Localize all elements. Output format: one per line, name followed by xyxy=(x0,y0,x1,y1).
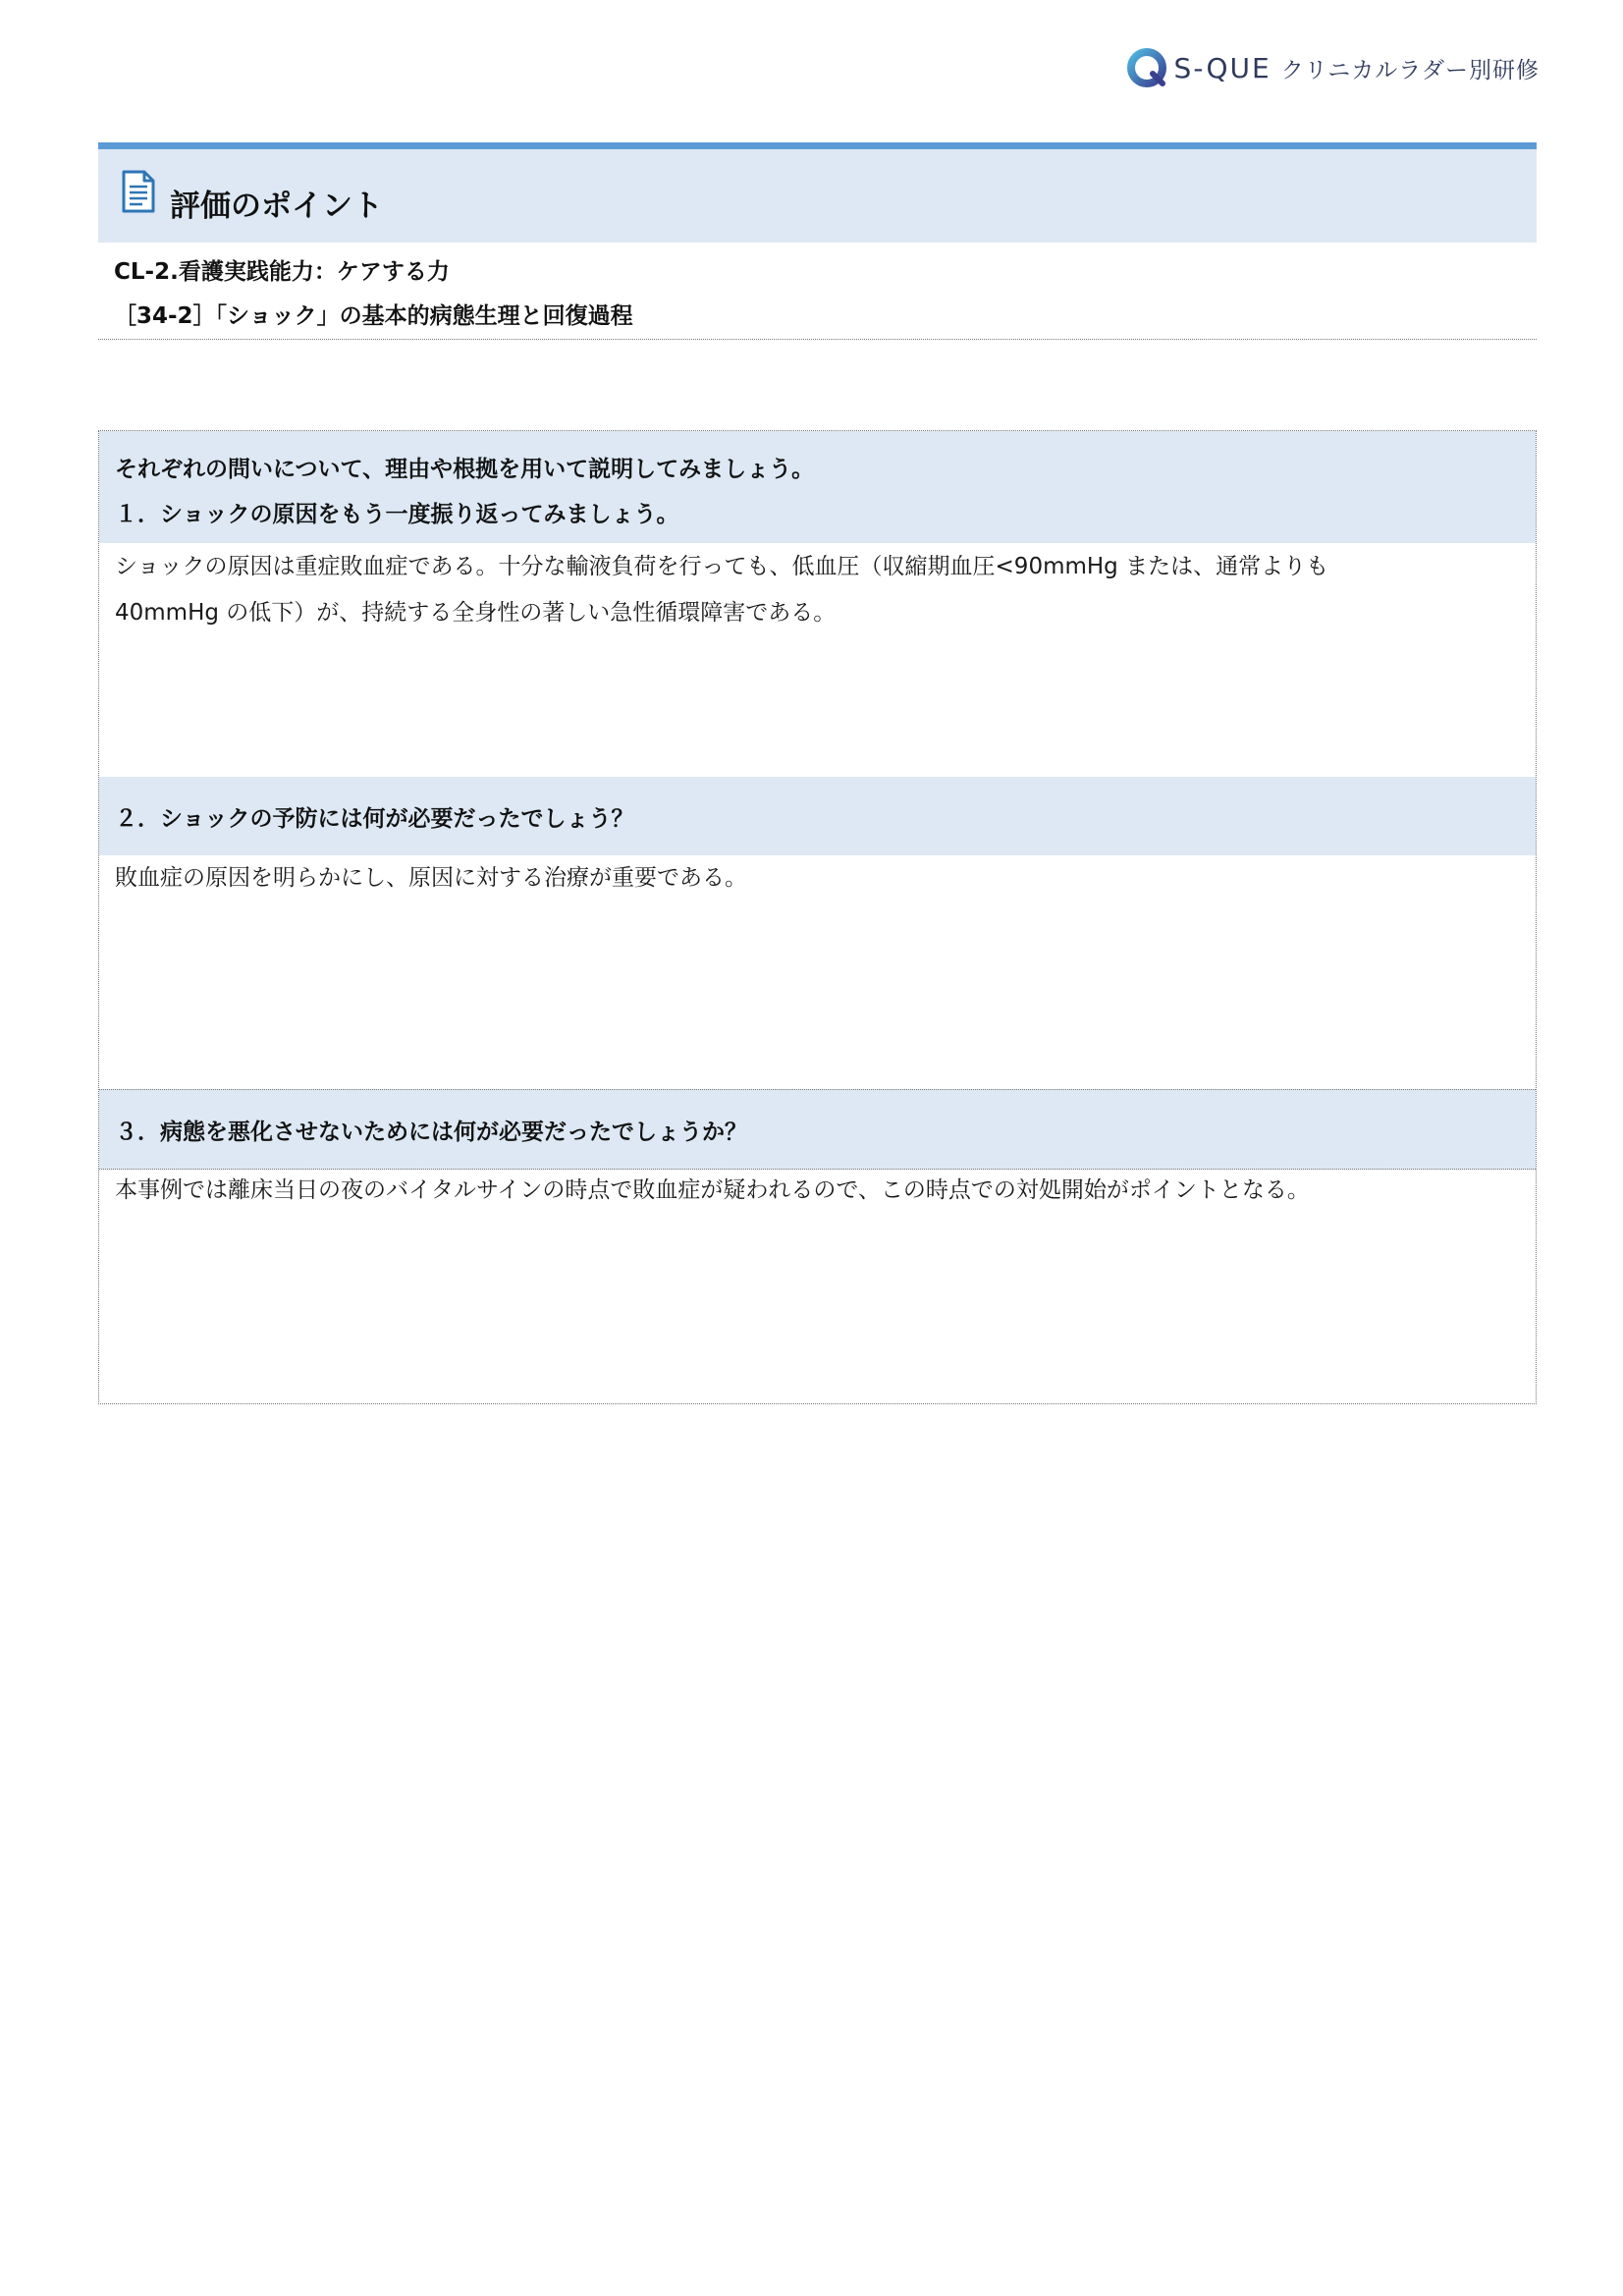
answer-3: 本事例では離床当日の夜のバイタルサインの時点で敗血症が疑われるので、この時点での対処開始がポイントとなる。 xyxy=(115,1177,1310,1203)
question-box xyxy=(98,430,1537,1404)
logo xyxy=(1125,43,1540,92)
question-3: ３．病態を悪化させないためには何が必要だったでしょうか？ xyxy=(115,1120,747,1145)
question-band-2 xyxy=(99,777,1536,855)
document-icon xyxy=(121,170,156,213)
page-title: 評価のポイント xyxy=(170,189,383,224)
subtitle-divider xyxy=(98,339,1537,340)
answer-2: 敗血症の原因を明らかにし、原因に対する治療が重要である。 xyxy=(115,865,747,891)
question-2: ２．ショックの予防には何が必要だったでしょう？ xyxy=(115,806,634,832)
question-band-1 xyxy=(99,431,1536,543)
s-que-logo-icon xyxy=(1125,46,1168,89)
answer-1: ショックの原因は重症敗血症である。十分な輸液負荷を行っても、低血圧（収縮期血圧<90mmHg または、通常よりも 40mmHg の低下）が、持続する全身性の著しい急性循環障害である。 xyxy=(115,554,1329,626)
question-1: １．ショックの原因をもう一度振り返ってみましょう。 xyxy=(115,502,679,527)
logo-brand: S-QUE xyxy=(1173,51,1271,84)
intro-text: それぞれの問いについて、理由や根拠を用いて説明してみましょう。 xyxy=(115,457,815,482)
logo-subtitle: クリニカルラダー別研修 xyxy=(1280,57,1540,83)
module-subtitle: ［34-2］「ショック」の基本的病態生理と回復過程 xyxy=(114,303,633,329)
evaluation-header xyxy=(98,142,1537,243)
competency-subtitle: CL-2.看護実践能力：ケアする力 xyxy=(114,259,450,285)
question-band-3 xyxy=(99,1089,1536,1170)
